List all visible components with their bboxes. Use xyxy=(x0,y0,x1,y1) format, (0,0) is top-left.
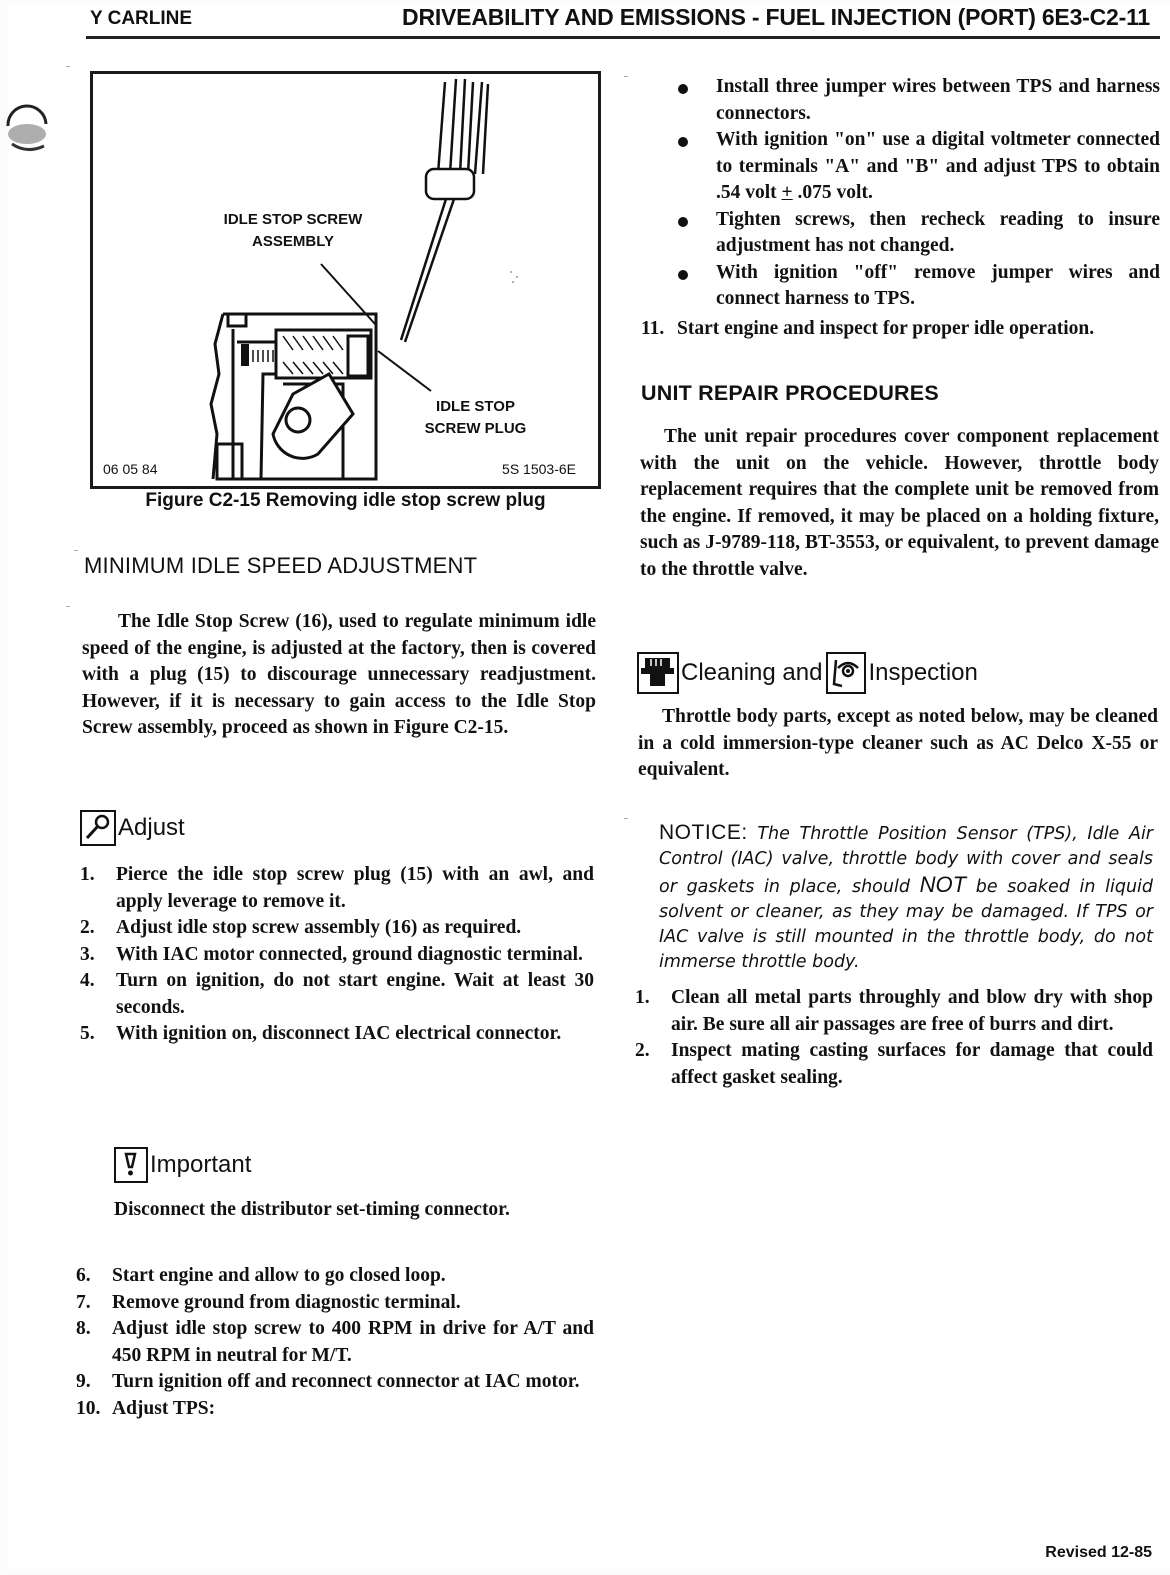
cleaning-paragraph: Throttle body parts, except as noted below, may be cleaned in a cold immersion-type cleaner such as AC Delco X-55 or equivalent. xyxy=(638,706,1158,780)
list-item: 4. Turn on ignition, do not start engine. Wait at least 30 seconds. xyxy=(80,970,594,1018)
section-title-min-idle: MINIMUM IDLE SPEED ADJUSTMENT xyxy=(84,553,478,578)
bullet-icon xyxy=(678,217,688,227)
list-item: 2. Inspect mating casting surfaces for damage that could affect gasket sealing. xyxy=(635,1040,1153,1088)
list-item: Tighten screws, then recheck reading to insure adjustment has not changed. xyxy=(676,207,1160,260)
bullet-icon xyxy=(678,270,688,280)
header-rule xyxy=(86,36,1160,39)
adjust-steps-list-continued xyxy=(76,1263,594,1422)
revised-date: Revised 12-85 xyxy=(1045,1544,1152,1561)
important-text: Disconnect the distributor set-timing connector. xyxy=(114,1199,510,1220)
adjust-heading: Adjust xyxy=(80,810,185,846)
list-item: 7. Remove ground from diagnostic terminal. xyxy=(76,1291,461,1313)
bullet-icon xyxy=(678,84,688,94)
header-title: DRIVEABILITY AND EMISSIONS - FUEL INJECTION (PORT) 6E3-C2-11 xyxy=(402,4,1150,30)
list-item: 1. Pierce the idle stop screw plug (15) with an awl, and apply leverage to remove it. xyxy=(80,864,594,912)
list-item: 10. Adjust TPS: xyxy=(76,1397,216,1419)
header-carline: Y CARLINE xyxy=(90,8,193,29)
cleaning-inspection-heading: Cleaning and Inspection xyxy=(637,652,978,694)
exclamation-icon xyxy=(114,1147,148,1183)
notice-not-emphasis: NOT xyxy=(919,872,967,897)
scan-speck xyxy=(66,606,70,607)
figure-date-code: 06 05 84 xyxy=(103,461,158,477)
scan-speck xyxy=(624,76,628,77)
scan-speck xyxy=(66,66,70,67)
cleaning-steps-list xyxy=(635,985,1153,1091)
section-title-unit-repair: UNIT REPAIR PROCEDURES xyxy=(641,381,939,405)
list-item: 3. With IAC motor connected, ground diagnostic terminal. xyxy=(80,943,583,965)
label-idle-stop-screw-plug: IDLE STOP SCREW PLUG xyxy=(424,398,527,437)
important-heading: Important xyxy=(114,1147,251,1183)
eye-icon xyxy=(826,652,866,694)
list-item: 6. Start engine and allow to go closed loop. xyxy=(76,1265,446,1286)
adjust-steps-list xyxy=(80,862,594,1048)
intro-paragraph: The Idle Stop Screw (16), used to regulate minimum idle speed of the engine, is adjusted at the factory, then is covered with a plug (15) to discourage unnecessary readjustment. However, if it is necessary to gain access to the Idle Stop Screw assembly, proceed as shown in Figure C2-15. xyxy=(82,611,596,738)
tps-bullet-list xyxy=(676,74,1160,313)
list-item: 2. Adjust idle stop screw assembly (16) as required. xyxy=(80,917,522,938)
scan-speck xyxy=(74,550,78,551)
label-idle-stop-screw-assembly: IDLE STOP SCREW ASSEMBLY xyxy=(223,211,363,250)
bullet-icon xyxy=(678,137,688,147)
list-item: 1. Clean all metal parts throughly and blow dry with shop air. Be sure all air passages are free of burrs and dirt. xyxy=(635,987,1153,1035)
figure-part-code: 5S 1503-6E xyxy=(502,461,576,477)
list-item: 11. Start engine and inspect for proper idle operation. xyxy=(641,318,1095,339)
list-item: 9. Turn ignition off and reconnect connector at IAC motor. xyxy=(76,1371,580,1392)
step-11 xyxy=(641,316,1160,343)
punch-hole-icon xyxy=(4,104,50,156)
screwdriver-icon xyxy=(80,810,116,846)
list-item: Install three jumper wires between TPS and harness connectors. xyxy=(676,74,1160,127)
unit-repair-paragraph: The unit repair procedures cover component replacement with the unit on the vehicle. However, throttle body replacement requires that the complete unit be removed from the engine. If removed, it may be placed on a holding fixture, such as J-9789-118, BT-3553, or equivalent, to prevent damage to the throttle valve. xyxy=(640,426,1159,580)
figure-caption: Figure C2-15 Removing idle stop screw plug xyxy=(145,490,546,511)
list-item: With ignition "off" remove jumper wires and connect harness to TPS. xyxy=(676,260,1160,313)
list-item: 8. Adjust idle stop screw to 400 RPM in drive for A/T and 450 RPM in neutral for M/T. xyxy=(76,1318,594,1366)
notice-box: NOTICE: The Throttle Position Sensor (TPS), Idle Air Control (IAC) valve, throttle body with cover and seals or gaskets in place, should NOT be soaked in liquid solvent or cleaner, as they may be damaged. If TPS or IAC valve is still mounted in the throttle body, do not immerse throttle body. xyxy=(659,821,1154,972)
notice-label: NOTICE: xyxy=(659,821,748,844)
brush-icon xyxy=(637,652,679,694)
list-item: 5. With ignition on, disconnect IAC electrical connector. xyxy=(80,1023,562,1044)
scan-speck xyxy=(624,818,628,819)
figure-c2-15 xyxy=(90,71,601,489)
list-item: With ignition "on" use a digital voltmeter connected to terminals "A" and "B" and adjust TPS to obtain .54 volt + .075 volt. xyxy=(676,127,1160,207)
